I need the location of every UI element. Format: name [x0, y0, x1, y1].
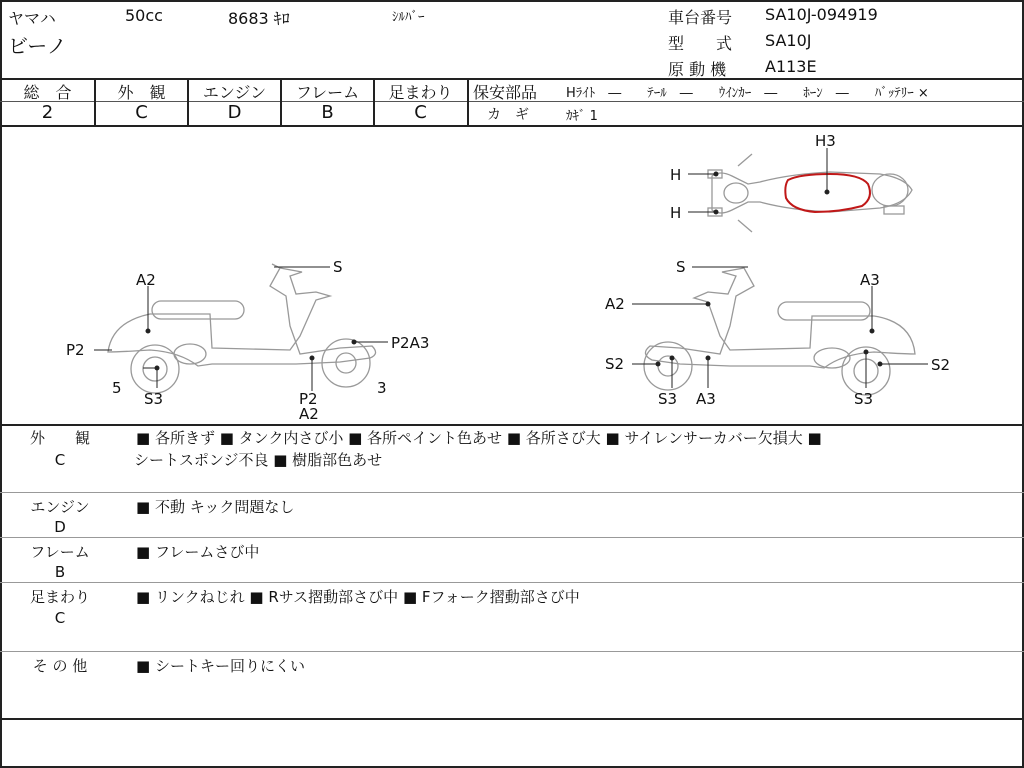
- label-h-bottom: H: [670, 204, 682, 222]
- divider: [0, 718, 1024, 720]
- condition-engine-label: エンジン: [30, 498, 90, 516]
- divider: [0, 537, 1024, 538]
- model-name: ビーノ: [8, 34, 67, 58]
- grade-exterior-header: 外 観: [117, 83, 166, 102]
- grade-engine-value: D: [227, 102, 242, 123]
- condition-suspension-text: ■ リンクねじれ ■ Rサス摺動部さび中 ■ Fフォーク摺動部さび中: [136, 588, 580, 606]
- safety-parts-items: Hﾗｲﾄ ― ﾃｰﾙ ― ｳｲﾝｶｰ ― ﾎｰﾝ ― ﾊﾞｯﾃﾘｰ ×: [566, 86, 929, 101]
- color: ｼﾙﾊﾞｰ: [392, 10, 425, 25]
- label-left-5: 5: [112, 379, 122, 397]
- safety-parts-title: 保安部品: [473, 83, 538, 102]
- condition-frame-label: フレーム: [30, 543, 90, 561]
- condition-frame-grade: B: [54, 563, 66, 581]
- label-left-a2: A2: [136, 271, 156, 289]
- label-right-s3-rear: S3: [854, 390, 874, 408]
- condition-other-text: ■ シートキー回りにくい: [136, 657, 305, 675]
- grade-engine-header: エンジン: [202, 83, 267, 102]
- divider: [0, 651, 1024, 652]
- grade-frame-header: フレーム: [295, 83, 360, 102]
- grade-suspension-value: C: [414, 102, 427, 123]
- label-h-top: H: [670, 166, 682, 184]
- label-right-s2-right: S2: [931, 356, 951, 374]
- mileage: 8683 ｷﾛ: [228, 9, 290, 28]
- condition-engine-text: ■ 不動 キック問題なし: [136, 498, 295, 516]
- engine-type-label: 原 動 機: [668, 60, 727, 79]
- label-right-s: S: [676, 258, 686, 276]
- divider: [0, 492, 1024, 493]
- label-right-s2-left: S2: [605, 355, 625, 373]
- condition-frame-text: ■ フレームさび中: [136, 543, 260, 561]
- label-left-s: S: [333, 258, 343, 276]
- label-h3: H3: [815, 132, 836, 150]
- top-view-scooter: [708, 154, 912, 232]
- label-left-p2: P2: [66, 341, 85, 359]
- condition-engine-grade: D: [54, 518, 66, 536]
- engine-type-value: A113E: [765, 57, 817, 76]
- frame-number-value: SA10J-094919: [765, 5, 878, 24]
- label-left-p2-lower: P2: [299, 390, 318, 408]
- condition-suspension-label: 足まわり: [29, 588, 90, 606]
- frame-number-label: 車台番号: [668, 8, 733, 27]
- divider: [0, 582, 1024, 583]
- grade-suspension-header: 足まわり: [388, 83, 453, 102]
- condition-exterior-text1: ■ 各所きず ■ タンク内さび小 ■ 各所ペイント色あせ ■ 各所さび大 ■ サイレンサーカバー欠損大 ■: [136, 429, 822, 447]
- divider: [0, 424, 1024, 426]
- grade-overall-value: 2: [41, 102, 54, 123]
- type-value: SA10J: [765, 31, 812, 50]
- condition-exterior-label: 外 観: [29, 429, 90, 447]
- condition-suspension-grade: C: [54, 609, 66, 627]
- divider: [467, 101, 1024, 102]
- condition-other-label: そ の 他: [32, 657, 88, 675]
- label-left-3: 3: [377, 379, 387, 397]
- key-label: カ ギ: [487, 107, 529, 123]
- grade-frame-value: B: [321, 102, 334, 123]
- key-value: ｶｷﾞ 1: [566, 109, 598, 124]
- label-right-a2: A2: [605, 295, 625, 313]
- label-left-p2a3: P2A3: [391, 334, 430, 352]
- grade-overall-header: 総 合: [23, 83, 72, 102]
- divider: [467, 78, 469, 125]
- damage-diagram: [0, 126, 1024, 424]
- label-right-a3: A3: [860, 271, 880, 289]
- maker: ヤマハ: [8, 9, 56, 28]
- label-right-s3: S3: [658, 390, 678, 408]
- displacement: 50cc: [125, 6, 163, 25]
- condition-exterior-grade: C: [54, 451, 66, 469]
- label-left-s3: S3: [144, 390, 164, 408]
- grade-exterior-value: C: [135, 102, 148, 123]
- label-right-a3-lower: A3: [696, 390, 716, 408]
- label-left-a2-lower: A2: [299, 405, 319, 423]
- type-label: 型 式: [668, 34, 733, 53]
- condition-exterior-text2: シートスポンジ不良 ■ 樹脂部色あせ: [134, 451, 383, 469]
